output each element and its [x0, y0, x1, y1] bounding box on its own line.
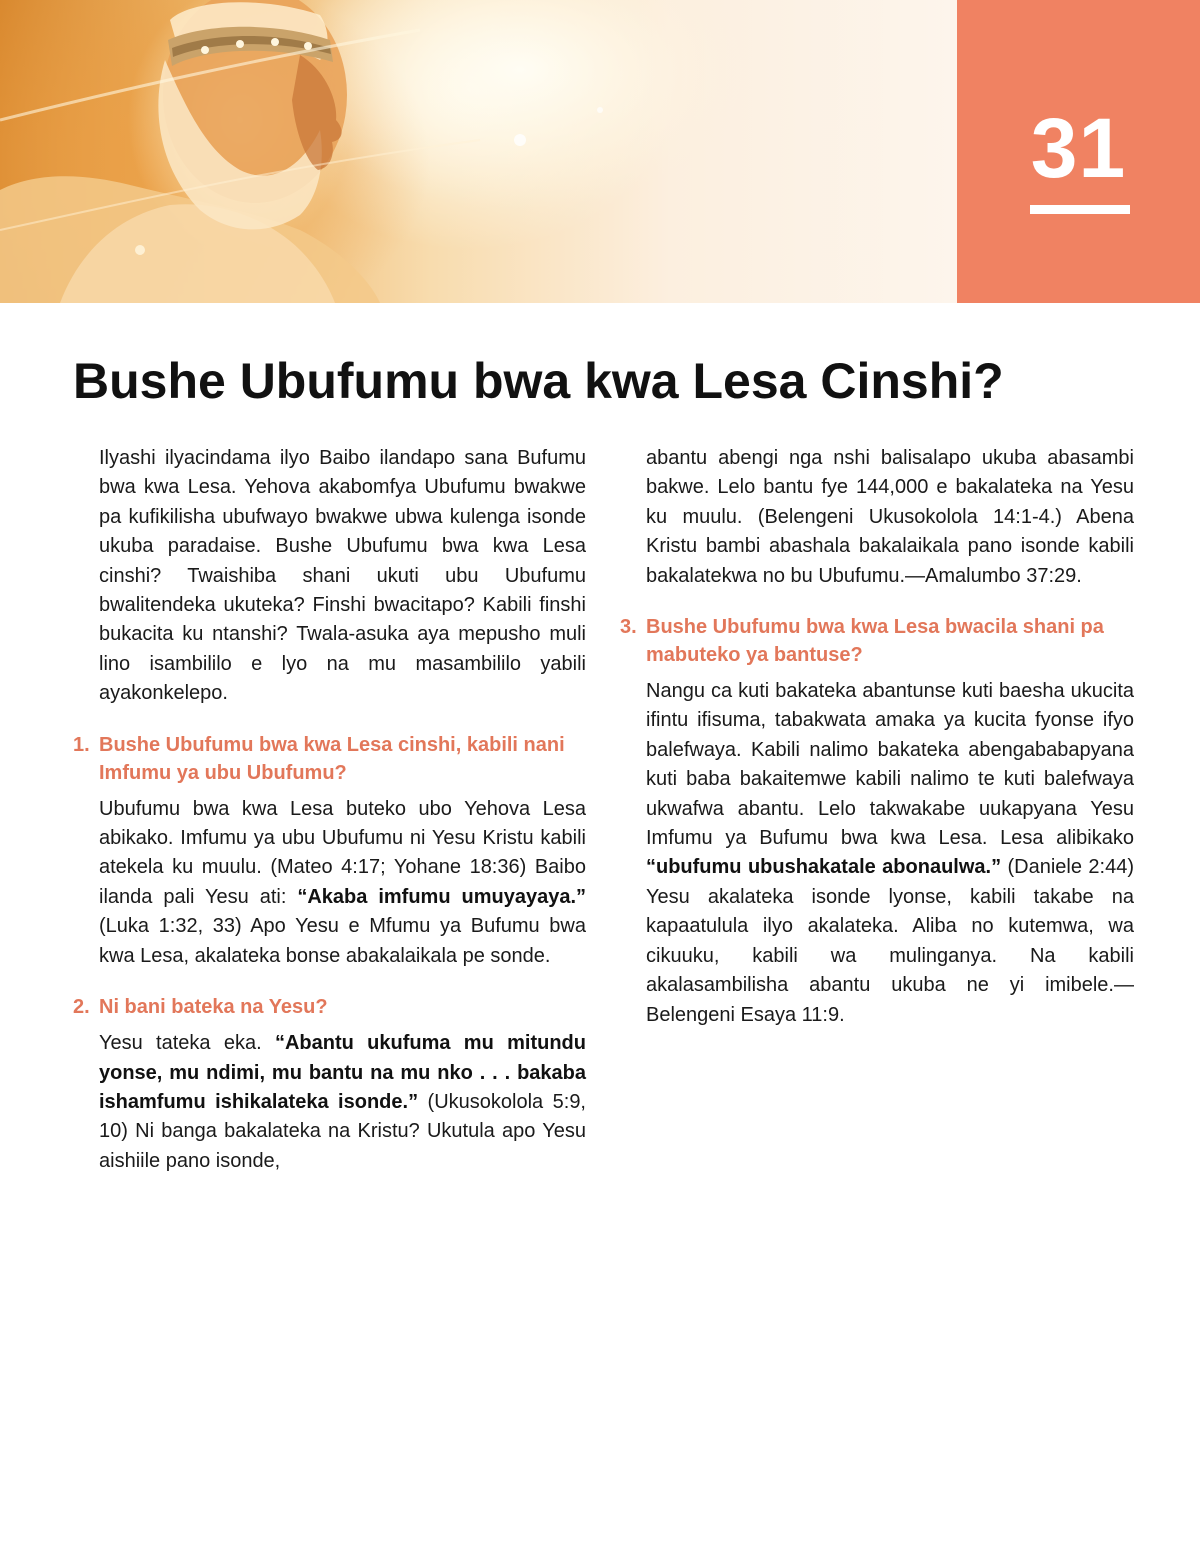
answer-2-paragraph	[99, 1029, 586, 1176]
page-title: Bushe Ubufumu bwa kwa Lesa Cinshi?	[73, 353, 1004, 409]
answer-text: (Daniele 2:44) Yesu akalateka isonde lyonse, kabili takabe na kapaatulula ilyo akalateka. Aliba no kutemwa, wa cikuuku, kabili wa mulinganya. Na kabili akalasambilisha abantu ukuba ne yi imibele.—Belengeni Esaya 11:9.	[646, 856, 1134, 1026]
question-number: 2.	[73, 996, 90, 1019]
answer-1-paragraph	[99, 795, 586, 971]
intro-paragraph: Ilyashi ilyacindama ilyo Baibo ilandapo sana Bufumu bwa kwa Lesa. Yehova akabomfya Ubufumu bwakwe pa kufikilisha ubufwayo bwakwe ubwa kulenga isonde ukuba paradaise. Bushe Ubufumu bwa kwa Lesa cinshi? Twaishiba shani ukuti ubu Ubufumu bwalitendeka ukuteka? Finshi bwacitapo? Kabili finshi bukacita ku ntanshi? Twala-asuka aya mepusho muli lino isambililo e lyo na mu masambililo yabili ayakonkelepo.	[99, 447, 586, 705]
left-column	[73, 444, 586, 1176]
chapter-underline	[1030, 205, 1130, 214]
chapter-number: 31	[1030, 101, 1127, 195]
question-2-heading	[73, 993, 586, 1021]
answer-text: Nangu ca kuti bakateka abantunse kuti baesha ukucita ifintu ifisuma, tabakwata amaka ya kucita fyonse ifyo balefwaya. Kabili nalimo bakateka abengababapyana kuti baba bakaitemwe kabili nalimo te kuti balefwaya ukwafwa abantu. Lelo takwakabe uukapyana Yesu Imfumu ya Bufumu bwa kwa Lesa. Lesa alibikako	[646, 680, 1134, 850]
right-column	[620, 444, 1134, 1030]
chapter-number-box	[957, 0, 1200, 303]
answer-text: (Luka 1:32, 33) Apo Yesu e Mfumu ya Bufumu bwa kwa Lesa, akalateka bonse abakalaikala pe sonde.	[99, 915, 586, 967]
question-1-heading	[73, 731, 586, 787]
question-number: 3.	[620, 616, 637, 639]
header-illustration	[0, 0, 957, 303]
answer-text: (Ukusokolola 5:9, 10) Ni banga bakalateka na Kristu? Ukutula apo Yesu aishiile pano isonde,	[99, 1090, 586, 1172]
question-3-heading	[620, 613, 1134, 669]
answer-3-paragraph	[646, 677, 1134, 1030]
question-text: Ni bani bateka na Yesu?	[99, 996, 328, 1019]
scripture-quote: “Akaba imfumu umuyayaya.”	[297, 885, 587, 908]
answer-text: Ubufumu bwa kwa Lesa buteko ubo Yehova Lesa abikako. Imfumu ya ubu Ubufumu ni Yesu Kristu kabili atekela ku muulu. (Mateo 4:17; Yohane 18:36) Baibo ilanda pali Yesu ati:	[99, 797, 586, 908]
question-text: Bushe Ubufumu bwa kwa Lesa cinshi, kabili nani Imfumu ya ubu Ubufumu?	[99, 733, 565, 784]
question-text: Bushe Ubufumu bwa kwa Lesa bwacila shani pa mabuteko ya bantuse?	[646, 616, 1104, 667]
answer-text: Yesu tateka eka.	[99, 1032, 275, 1055]
scripture-quote: “Abantu ukufuma mu mitundu yonse, mu ndimi, mu bantu na mu nko . . . bakaba ishamfumu ishikalateka isonde.”	[99, 1032, 586, 1113]
answer-2-continued: abantu abengi nga nshi balisalapo ukuba abasambi bakwe. Lelo bantu fye 144,000 e bakalateka na Yesu ku muulu. (Belengeni Ukusokolola 14:1-4.) Abena Kristu bambi abashala bakalaikala pano isonde kabili bakalatekwa no bu Ubufumu.—Amalumbo 37:29.	[646, 447, 1134, 587]
king-figure-illustration	[0, 0, 957, 303]
question-number: 1.	[73, 733, 90, 756]
scripture-quote: “ubufumu ubushakatale abonaulwa.”	[646, 856, 1002, 879]
